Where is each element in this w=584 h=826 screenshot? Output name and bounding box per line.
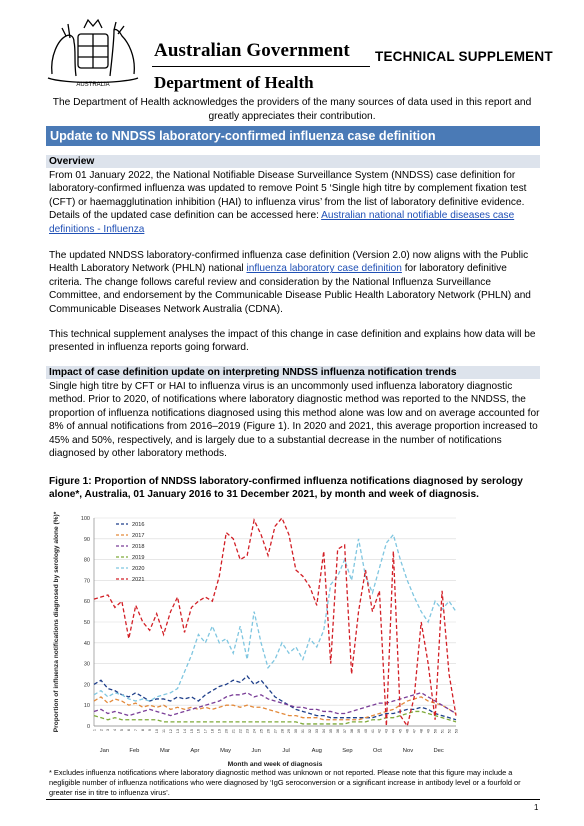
legend-label-2017: 2017 <box>132 533 145 539</box>
agency-name: Australian Government <box>154 40 350 61</box>
case-definitions-link[interactable]: Australian national notifiable diseases case definitions - Influenza <box>49 210 515 235</box>
week-tick-label: 17 <box>203 729 208 734</box>
week-tick-label: 16 <box>196 729 201 734</box>
figure-caption: Figure 1: Proportion of NNDSS laboratory-confirmed influenza notifications diagnosed by serology alone*, Australia, 01 January 2016 to 31 December 2021, by month and week of diagnosis. <box>49 476 523 501</box>
week-tick-label: 43 <box>384 729 389 734</box>
serology-proportion-line-chart <box>44 510 464 770</box>
week-tick-label: 18 <box>210 729 215 734</box>
overview-p2-text-a: The updated NNDSS laboratory-confirmed influenza case definition (Version 2.0) now aligns with the Public Health Laboratory Network (PHLN) national <box>49 250 529 275</box>
week-tick-label: 3 <box>106 729 111 732</box>
y-tick-label: 90 <box>83 536 90 543</box>
week-tick-label: 21 <box>231 729 236 734</box>
month-label: Dec <box>433 748 444 754</box>
chart-footnote: * Excludes influenza notifications where laboratory diagnostic method was unknown or not reported. Please note that this figure may include a negligible number of influenza notifications who were diagnosed by ‘IgG seroconversion or a significant increase in antibody level or a fourfold or greater rise in titre to influenza virus’. <box>49 768 521 797</box>
week-tick-label: 15 <box>189 729 194 734</box>
week-tick-label: 7 <box>134 729 139 732</box>
week-tick-label: 33 <box>315 729 320 734</box>
y-axis-title: Proportion of influenza notifications diagnosed by serology alone (%)* <box>53 511 60 733</box>
week-tick-label: 1 <box>92 729 97 732</box>
acknowledgement: The Department of Health acknowledges the providers of the many sources of data used in this report and greatly appreciates their contribution. <box>52 97 532 122</box>
month-label: Aug <box>311 748 322 754</box>
week-tick-label: 29 <box>287 729 292 734</box>
week-tick-label: 8 <box>141 729 146 732</box>
week-tick-label: 40 <box>363 729 368 734</box>
month-label: Feb <box>129 748 140 754</box>
document-type: TECHNICAL SUPPLEMENT <box>375 49 553 64</box>
y-tick-label: 50 <box>83 620 90 626</box>
week-tick-label: 22 <box>238 729 243 734</box>
y-tick-label: 100 <box>80 516 90 522</box>
week-tick-label: 4 <box>113 729 118 732</box>
month-label: Jul <box>282 748 290 754</box>
overview-paragraph-1 <box>49 169 541 236</box>
header-rule <box>152 66 370 67</box>
week-tick-label: 25 <box>259 729 264 734</box>
series-line-2016 <box>94 676 456 720</box>
week-tick-label: 12 <box>168 729 173 734</box>
laboratory-case-definition-link[interactable]: influenza laboratory case definition <box>246 263 402 275</box>
week-tick-label: 26 <box>266 729 271 734</box>
week-tick-label: 39 <box>356 729 361 734</box>
y-tick-label: 10 <box>83 703 90 710</box>
week-tick-label: 28 <box>280 729 285 734</box>
legend-label-2021: 2021 <box>132 577 145 583</box>
week-tick-label: 19 <box>217 729 222 734</box>
week-tick-label: 5 <box>120 729 125 732</box>
y-tick-label: 40 <box>83 640 90 647</box>
overview-p2-text-b: for laboratory definitive criteria. The change follows careful review and consideration by the National Influenza Surveillance Committee, and endorsement by the Communicable Disease Public Health Laboratory Network (PHLN) and Communicable Diseases Network Australia (CDNA). <box>49 263 531 315</box>
section-banner: Update to NNDSS laboratory-confirmed influenza case definition <box>46 126 540 146</box>
month-label: Jan <box>99 748 110 754</box>
week-tick-label: 27 <box>273 729 278 734</box>
footer-rule <box>46 799 540 800</box>
week-tick-label: 46 <box>405 729 410 734</box>
week-tick-label: 42 <box>377 729 382 734</box>
month-label: Mar <box>160 748 170 754</box>
overview-heading: Overview <box>46 155 540 168</box>
x-axis-title: Month and week of diagnosis <box>227 761 323 768</box>
week-tick-label: 32 <box>308 729 313 734</box>
week-tick-label: 9 <box>147 729 152 732</box>
week-tick-label: 47 <box>412 729 417 734</box>
overview-paragraph-3: This technical supplement analyses the impact of this change in case definition and explains how data will be presented in influenza reports going forward. <box>49 329 536 354</box>
overview-paragraph-2 <box>49 249 541 316</box>
week-tick-label: 36 <box>335 729 340 734</box>
week-tick-label: 20 <box>224 729 229 734</box>
svg-text:AUSTRALIA: AUSTRALIA <box>76 82 110 88</box>
week-tick-label: 41 <box>370 729 375 734</box>
week-tick-label: 49 <box>426 729 431 734</box>
y-tick-label: 30 <box>83 661 90 668</box>
week-tick-label: 24 <box>252 729 257 734</box>
week-tick-label: 23 <box>245 729 250 734</box>
week-tick-label: 6 <box>127 729 132 732</box>
week-tick-label: 35 <box>328 729 333 734</box>
week-tick-label: 52 <box>447 729 452 734</box>
week-tick-label: 31 <box>301 729 306 734</box>
legend-label-2019: 2019 <box>132 555 145 561</box>
week-tick-label: 13 <box>175 729 180 734</box>
month-label: Nov <box>402 748 414 754</box>
month-label: Oct <box>372 748 382 754</box>
department-name: Department of Health <box>154 73 314 92</box>
month-label: Jun <box>251 748 261 754</box>
impact-paragraph: Single high titre by CFT or HAI to influenza virus is an uncommonly used influenza laboratory diagnostic method. Prior to 2020, of notifications where laboratory diagnostic method was reported to the NNDSS, the proportion of influenza notifications diagnosed using this method alone was low and on average accounted for 8% of annual notifications from 2016–2019 (Figure 1). In 2020 and 2021, this average proportion increased to 45% and 50%, respectively, and is largely due to a substantial decrease in the number of notifications diagnosed by other laboratory methods. <box>49 381 540 460</box>
week-tick-label: 48 <box>419 729 424 734</box>
week-tick-label: 51 <box>440 729 445 734</box>
week-tick-label: 50 <box>433 729 438 734</box>
y-tick-label: 0 <box>86 724 90 730</box>
week-tick-label: 2 <box>99 729 104 732</box>
week-tick-label: 37 <box>342 729 347 734</box>
legend-label-2020: 2020 <box>132 566 145 572</box>
week-tick-label: 38 <box>349 729 354 734</box>
coat-of-arms-logo <box>44 16 142 88</box>
legend-label-2018: 2018 <box>132 544 145 550</box>
y-tick-label: 20 <box>83 682 90 689</box>
week-tick-label: 10 <box>154 729 159 734</box>
week-tick-label: 45 <box>398 729 403 734</box>
week-tick-label: 11 <box>161 729 166 733</box>
y-tick-label: 60 <box>83 599 90 606</box>
week-tick-label: 44 <box>391 729 396 734</box>
impact-heading: Impact of case definition update on interpreting NNDSS influenza notification trends <box>46 366 540 379</box>
y-tick-label: 80 <box>83 557 90 564</box>
overview-p1-text: From 01 January 2022, the National Notifiable Disease Surveillance System (NNDSS) case definition for laboratory-confirmed influenza was updated to remove Point 5 ‘Single high titre by complement fixation test (CFT) or haemagglutination inhibition (HAI) to influenza virus’ from the list of laboratory definitive evidence. Details of the updated case definition can be accessed here: <box>49 170 527 222</box>
month-label: May <box>220 748 232 754</box>
y-tick-label: 70 <box>83 578 90 585</box>
week-tick-label: 53 <box>454 729 459 734</box>
week-tick-label: 30 <box>294 729 299 734</box>
week-tick-label: 14 <box>182 729 187 734</box>
month-label: Sep <box>342 748 353 754</box>
month-label: Apr <box>190 748 200 754</box>
legend-label-2016: 2016 <box>132 522 145 528</box>
week-tick-label: 34 <box>322 729 327 734</box>
page-number: 1 <box>534 803 539 812</box>
